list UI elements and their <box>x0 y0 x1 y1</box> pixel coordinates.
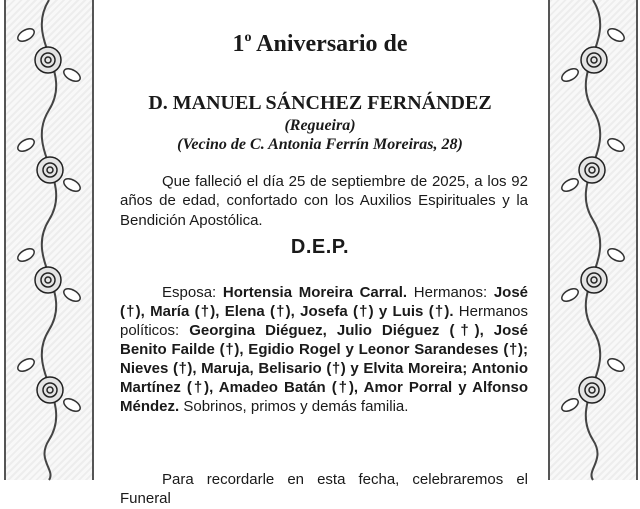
death-notice: Que falleció el día 25 de septiembre de 2025, a los 92 años de edad, confortado con los Auxilios Espirituales y la Bendición Apostólica. <box>120 173 528 229</box>
title-ordinal: 1 <box>232 31 245 57</box>
hermanos-label: Hermanos: <box>407 284 494 301</box>
deceased-residence: (Vecino de C. Antonia Ferrín Moreiras, 28) <box>177 136 463 153</box>
esposa-label: Esposa: <box>162 284 223 301</box>
dep-heading: D.E.P. <box>290 236 350 258</box>
decorative-rose-border-left <box>4 0 94 480</box>
rose-vine-icon <box>550 0 636 480</box>
title-ordinal-suffix: o <box>244 30 252 45</box>
politicos-names: Georgina Diéguez, Julio Diéguez (†), José Benito Failde (†), Egidio Rogel y Leonor Sarandeses (†); Nieves (†), Maruja, Belisario (†) y Elvita Moreira; Antonio Martínez (†), Amadeo Batán (†), Amor Porral y Alfonso Méndez. <box>120 322 528 415</box>
anniversary-title <box>100 30 540 58</box>
politicos-label: Hermanos políticos: <box>120 303 529 339</box>
deceased-name: D. MANUEL SÁNCHEZ FERNÁNDEZ <box>148 92 492 114</box>
hermanos-names: José (†), María (†), Elena (†), Josefa (†) y Luis (†). <box>120 284 529 320</box>
obituary-content <box>100 0 540 508</box>
rose-vine-icon <box>6 0 92 480</box>
deceased-alias: (Regueira) <box>284 117 356 134</box>
decorative-rose-border-right <box>548 0 638 480</box>
esposa-name: Hortensia Moreira Carral. <box>222 284 408 301</box>
family-list <box>120 283 528 416</box>
other-family: Sobrinos, primos y demás familia. <box>179 398 409 415</box>
title-text: Aniversario de <box>251 31 408 57</box>
funeral-notice: Para recordarle en esta fecha, celebraremos el Funeral <box>120 471 528 508</box>
